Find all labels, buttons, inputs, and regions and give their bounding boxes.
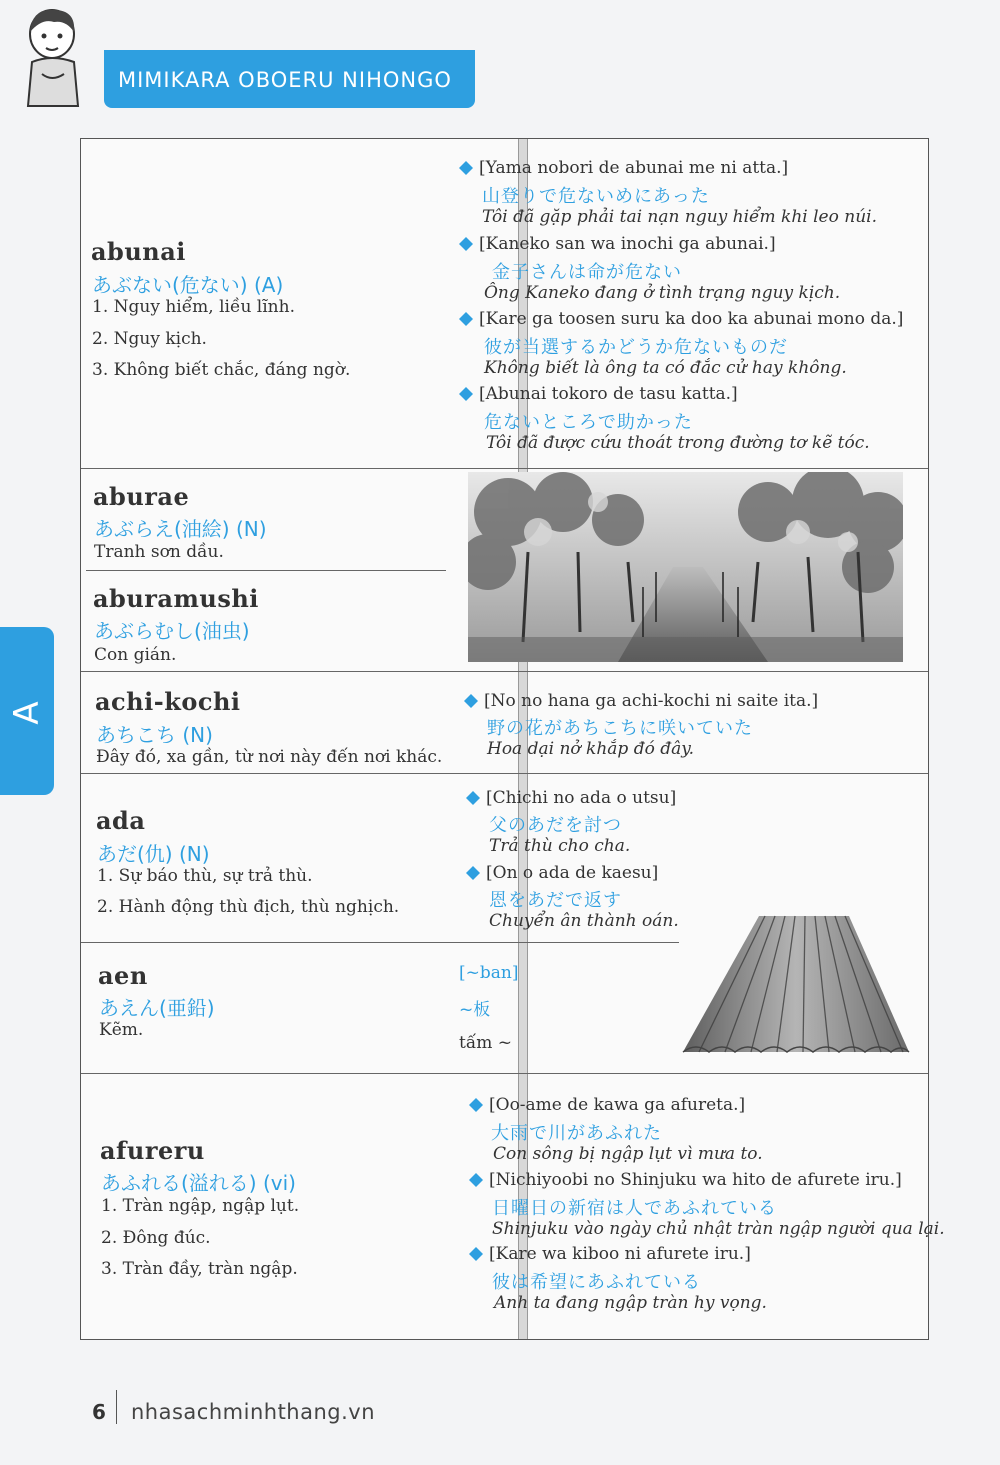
example-japanese: 危ないところで助かった xyxy=(484,412,693,433)
example-japanese: 山登りで危ないめにあった xyxy=(482,186,710,207)
entry-kana: あふれる(溢れる) (vi) xyxy=(101,1171,296,1195)
entry-word: aburamushi xyxy=(93,584,259,613)
entry-meaning: 1. Sự báo thù, sự trả thù. xyxy=(97,866,313,886)
example-translation: Ông Kaneko đang ở tình trạng nguy kịch. xyxy=(484,283,841,303)
vocabulary-table xyxy=(80,138,945,1340)
page-number: 6 xyxy=(92,1400,106,1424)
entry-word: abunai xyxy=(91,237,186,266)
example-translation: Không biết là ông ta có đắc cử hay không. xyxy=(484,358,847,378)
example-japanese: 彼は希望にあふれている xyxy=(492,1272,701,1293)
diamond-bullet-icon xyxy=(466,791,480,805)
diamond-bullet-icon xyxy=(459,161,473,175)
example-translation: Trả thù cho cha. xyxy=(489,836,631,856)
diamond-bullet-icon xyxy=(469,1173,483,1187)
example-japanese: 恩をあだで返す xyxy=(489,890,622,911)
diamond-bullet-icon xyxy=(459,312,473,326)
example-translation: Chuyển ân thành oán. xyxy=(489,911,679,931)
example-translation: Anh ta đang ngập tràn hy vọng. xyxy=(494,1293,767,1313)
example-romaji: [Oo-ame de kawa ga afureta.] xyxy=(489,1095,746,1115)
diamond-bullet-icon xyxy=(459,237,473,251)
example-japanese: 彼が当選するかどうか危ないものだ xyxy=(484,337,788,358)
example-translation: Tôi đã gặp phải tai nạn nguy hiểm khi leo núi. xyxy=(482,207,877,227)
entry-meaning: 3. Tràn đầy, tràn ngập. xyxy=(101,1259,298,1279)
footer-divider xyxy=(116,1390,117,1424)
compound-translation: tấm ~ xyxy=(459,1033,513,1053)
example-translation: Hoa dại nở khắp đó đây. xyxy=(487,739,695,759)
compound-romaji: [~ban] xyxy=(459,963,519,983)
header-banner xyxy=(104,50,475,108)
entry-meaning: Tranh sơn dầu. xyxy=(94,542,224,562)
diamond-bullet-icon xyxy=(459,387,473,401)
row-divider xyxy=(81,671,928,672)
entry-meaning: Đây đó, xa gần, từ nơi này đến nơi khác. xyxy=(96,747,443,767)
diamond-bullet-icon xyxy=(464,694,478,708)
row-divider xyxy=(81,1073,928,1074)
mascot-illustration xyxy=(14,2,96,110)
example-romaji: [Kare wa kiboo ni afurete iru.] xyxy=(489,1244,751,1264)
footer-website: nhasachminhthang.vn xyxy=(131,1400,376,1424)
diamond-bullet-icon xyxy=(469,1247,483,1261)
entry-word: aen xyxy=(98,961,148,990)
entry-meaning: 3. Không biết chắc, đáng ngờ. xyxy=(92,360,351,380)
example-romaji: [Chichi no ada o utsu] xyxy=(486,788,677,808)
row-divider xyxy=(81,468,928,469)
entry-meaning: Con gián. xyxy=(94,645,177,665)
row-divider xyxy=(86,570,446,571)
entry-meaning: Kẽm. xyxy=(99,1020,144,1040)
row-divider xyxy=(81,942,679,943)
example-translation: Con sông bị ngập lụt vì mưa to. xyxy=(493,1144,763,1164)
entry-kana: あぶない(危ない) (A) xyxy=(92,273,284,297)
diamond-bullet-icon xyxy=(469,1098,483,1112)
example-japanese: 日曜日の新宿は人であふれている xyxy=(492,1198,777,1219)
example-translation: Tôi đã được cứu thoát trong đường tơ kẽ tóc. xyxy=(486,433,870,453)
entry-kana: あぶらえ(油絵) (N) xyxy=(94,517,267,541)
entry-kana: あちこち (N) xyxy=(96,723,213,747)
entry-meaning: 2. Đông đúc. xyxy=(101,1228,211,1248)
entry-word: aburae xyxy=(93,482,190,511)
example-romaji: [On o ada de kaesu] xyxy=(486,863,659,883)
example-romaji: [Abunai tokoro de tasu katta.] xyxy=(479,384,738,404)
zinc-sheet-image xyxy=(681,912,911,1062)
side-letter-tab xyxy=(0,627,54,795)
row-divider xyxy=(81,773,928,774)
example-japanese: 大雨で川があふれた xyxy=(491,1123,662,1144)
entry-word: afureru xyxy=(100,1136,205,1165)
entry-word: ada xyxy=(96,806,146,835)
entry-kana: あぶらむし(油虫) xyxy=(94,619,250,643)
example-romaji: [Nichiyoobi no Shinjuku wa hito de afurete iru.] xyxy=(489,1170,902,1190)
entry-meaning: 1. Nguy hiểm, liều lĩnh. xyxy=(92,297,295,317)
example-japanese: 父のあだを討つ xyxy=(489,815,622,836)
example-translation: Shinjuku vào ngày chủ nhật tràn ngập người qua lại. xyxy=(492,1219,945,1239)
entry-meaning: 2. Nguy kịch. xyxy=(92,329,207,349)
entry-kana: あえん(亜鉛) xyxy=(99,996,215,1020)
example-japanese: 金子さんは命が危ない xyxy=(492,262,682,283)
side-letter: A xyxy=(7,701,47,725)
example-romaji: [Kaneko san wa inochi ga abunai.] xyxy=(479,234,776,254)
compound-japanese: ~板 xyxy=(459,1000,491,1020)
oil-painting-image xyxy=(468,472,903,662)
header-title: MIMIKARA OBOERU NIHONGO xyxy=(118,68,452,92)
entry-meaning: 2. Hành động thù địch, thù nghịch. xyxy=(97,897,400,917)
example-romaji: [Kare ga toosen suru ka doo ka abunai mono da.] xyxy=(479,309,904,329)
entry-kana: あだ(仇) (N) xyxy=(97,842,210,866)
entry-word: achi-kochi xyxy=(95,687,241,716)
example-romaji: [No no hana ga achi-kochi ni saite ita.] xyxy=(484,691,819,711)
example-romaji: [Yama nobori de abunai me ni atta.] xyxy=(479,158,789,178)
diamond-bullet-icon xyxy=(466,866,480,880)
example-japanese: 野の花があちこちに咲いていた xyxy=(487,718,753,739)
entry-meaning: 1. Tràn ngập, ngập lụt. xyxy=(101,1196,300,1216)
